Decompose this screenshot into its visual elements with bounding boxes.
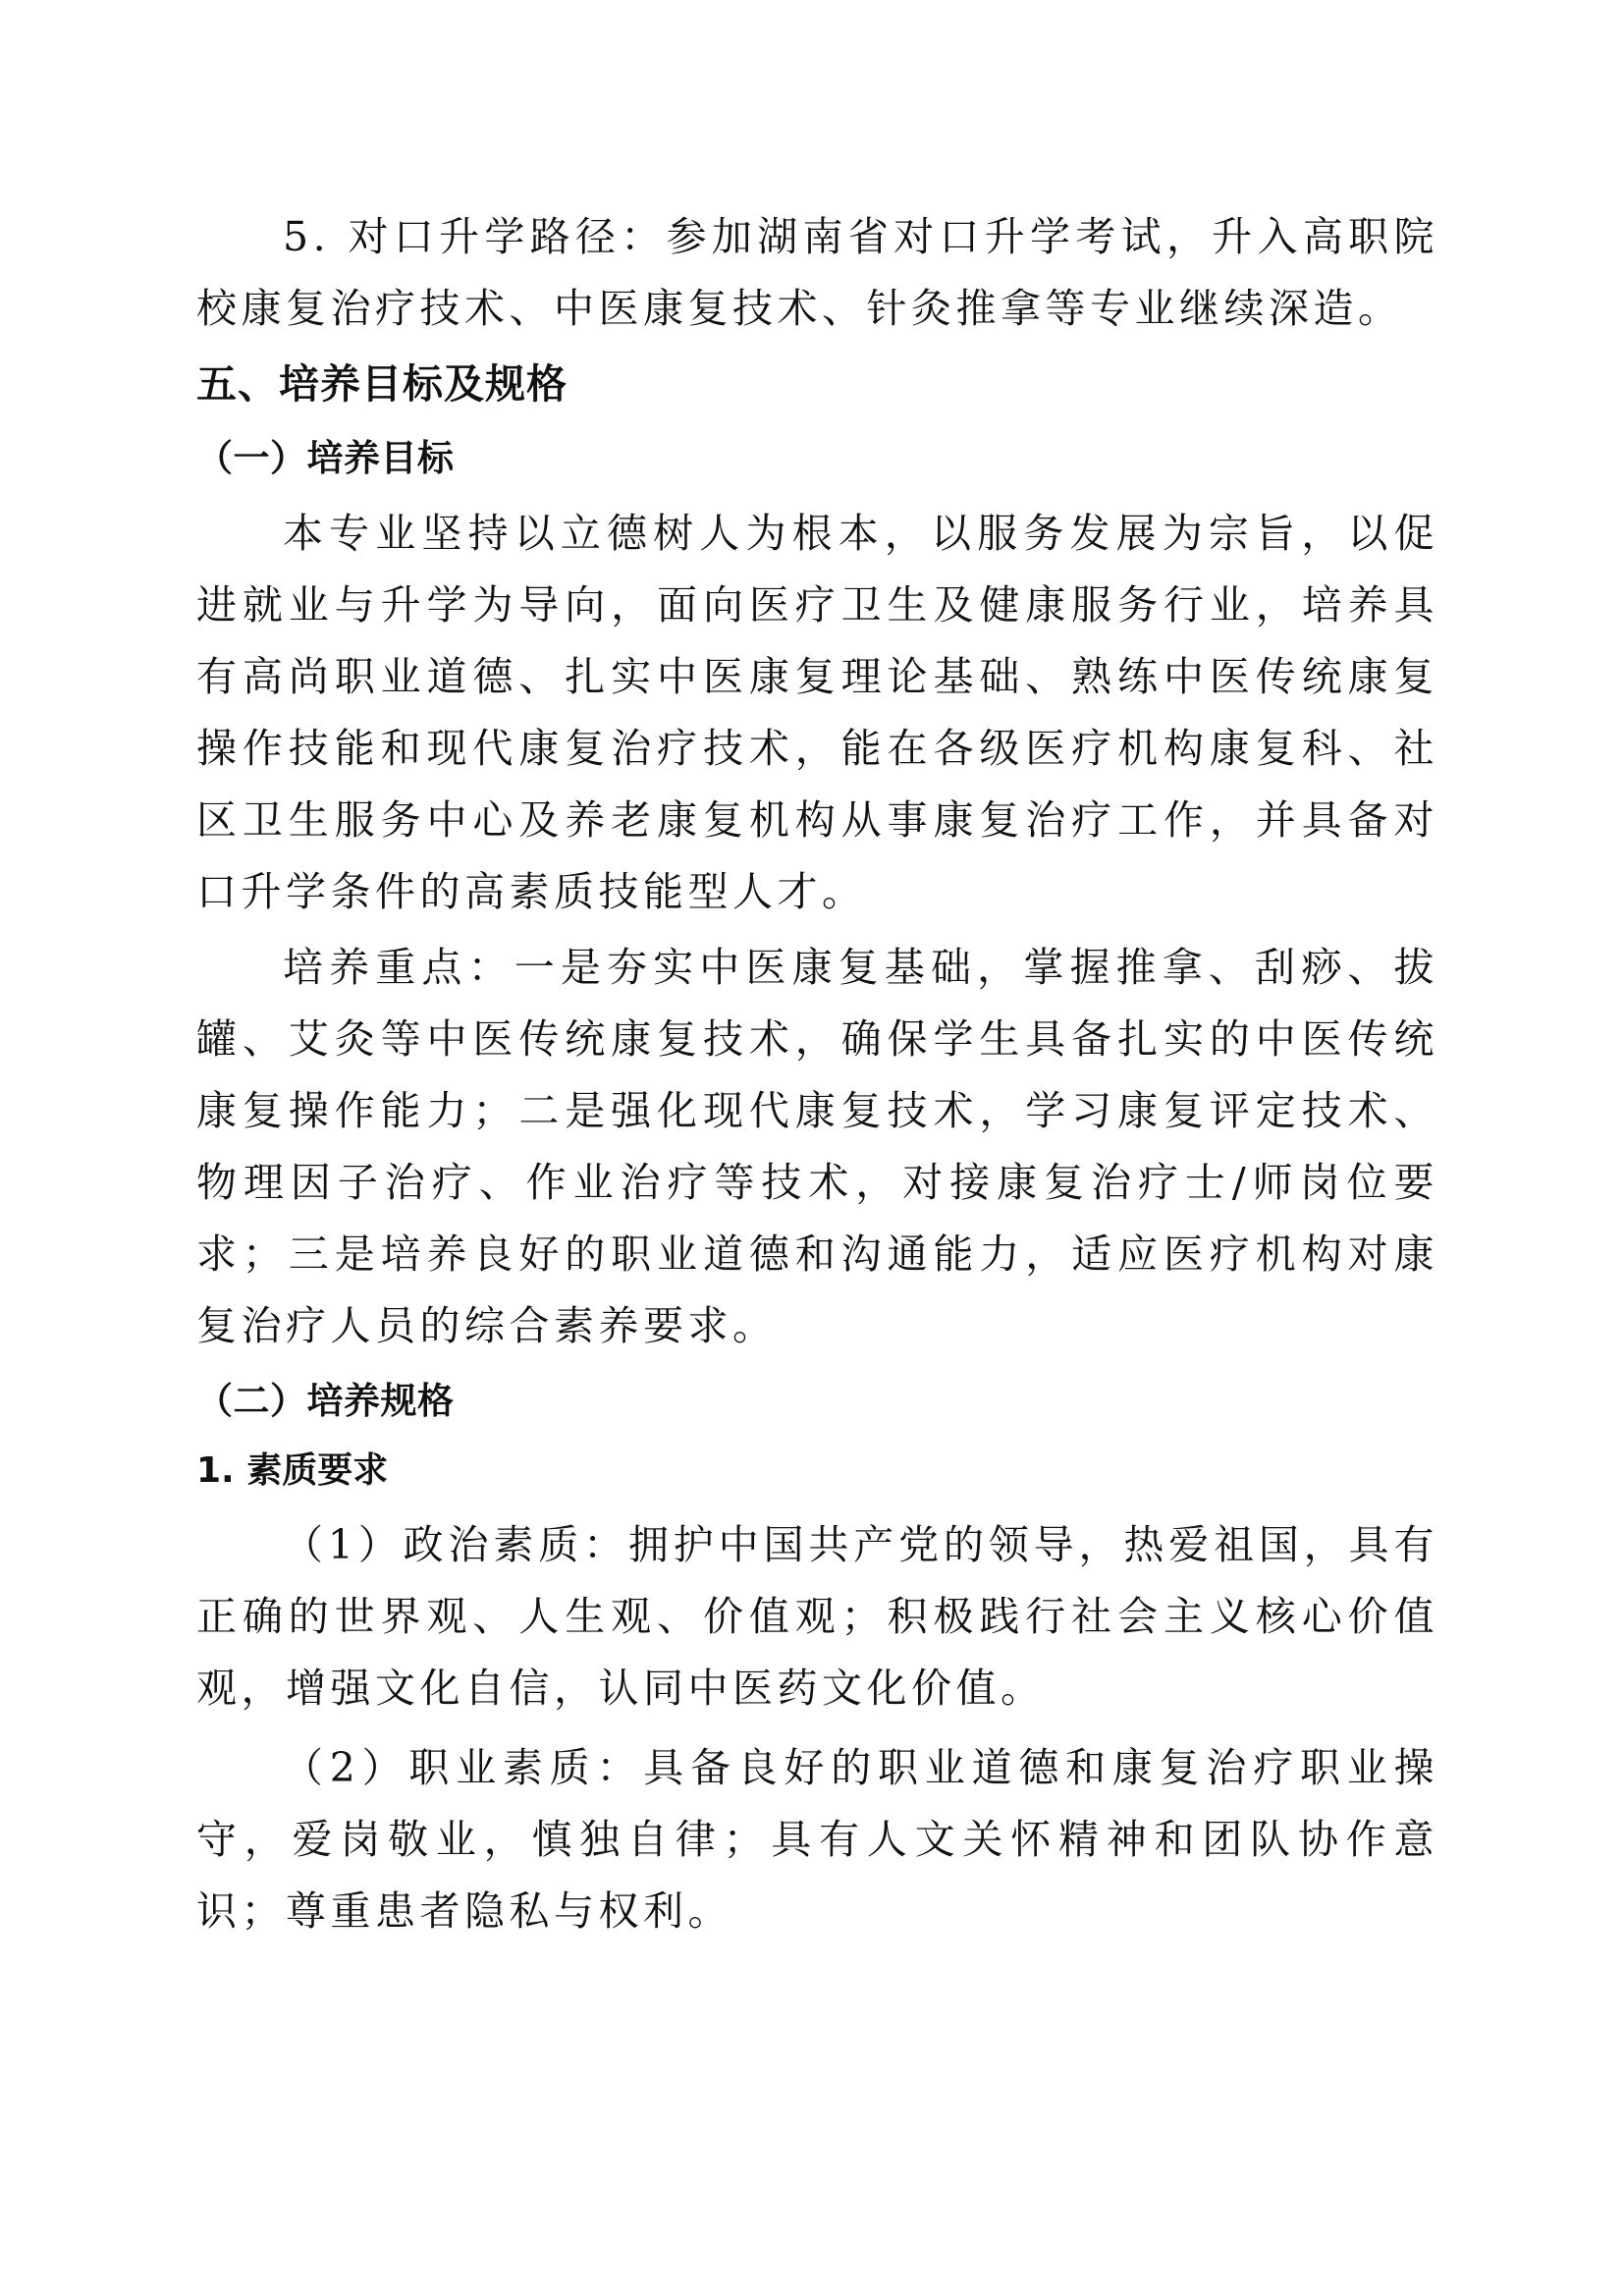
subsection-heading-training-specs: （二）培养规格 bbox=[196, 1380, 455, 1422]
item-heading-quality-requirements: 1. 素质要求 bbox=[196, 1450, 389, 1491]
paragraph-political-quality: （1）政治素质：拥护中国共产党的领导，热爱祖国，具有正确的世界观、人生观、价值观；积极践行社会主义核心价值观，增强文化自信，认同中医药文化价值。 bbox=[196, 1521, 1438, 1712]
paragraph-training-goal: 本专业坚持以立德树人为根本，以服务发展为宗旨，以促进就业与升学为导向，面向医疗卫生及健康服务行业，培养具有高尚职业道德、扎实中医康复理论基础、熟练中医传统康复操作技能和现代康复治疗技术，能在各级医疗机构康复科、社区卫生服务中心及养老康复机构从事康复治疗工作，并具备对口升学条件的高素质技能型人才。 bbox=[196, 510, 1438, 915]
paragraph-training-focus: 培养重点：一是夯实中医康复基础，掌握推拿、刮痧、拔罐、艾灸等中医传统康复技术，确保学生具备扎实的中医传统康复操作能力；二是强化现代康复技术，学习康复评定技术、物理因子治疗、作业治疗等技术，对接康复治疗士/师岗位要求；三是培养良好的职业道德和沟通能力，适应医疗机构对康复治疗人员的综合素养要求。 bbox=[196, 944, 1438, 1349]
paragraph-pathway: 5. 对口升学路径：参加湖南省对口升学考试，升入高职院校康复治疗技术、中医康复技术、针灸推拿等专业继续深造。 bbox=[196, 213, 1438, 332]
document-body bbox=[196, 201, 1438, 1947]
spacer bbox=[196, 1724, 1438, 1732]
section-heading-training-goals-specs: 五、培养目标及规格 bbox=[196, 360, 568, 408]
subsection-heading-training-goal: （一）培养目标 bbox=[196, 437, 455, 479]
paragraph-professional-quality: （2）职业素质：具备良好的职业道德和康复治疗职业操守，爱岗敬业，慎独自律；具有人文关怀精神和团队协作意识；尊重患者隐私与权利。 bbox=[196, 1744, 1438, 1935]
